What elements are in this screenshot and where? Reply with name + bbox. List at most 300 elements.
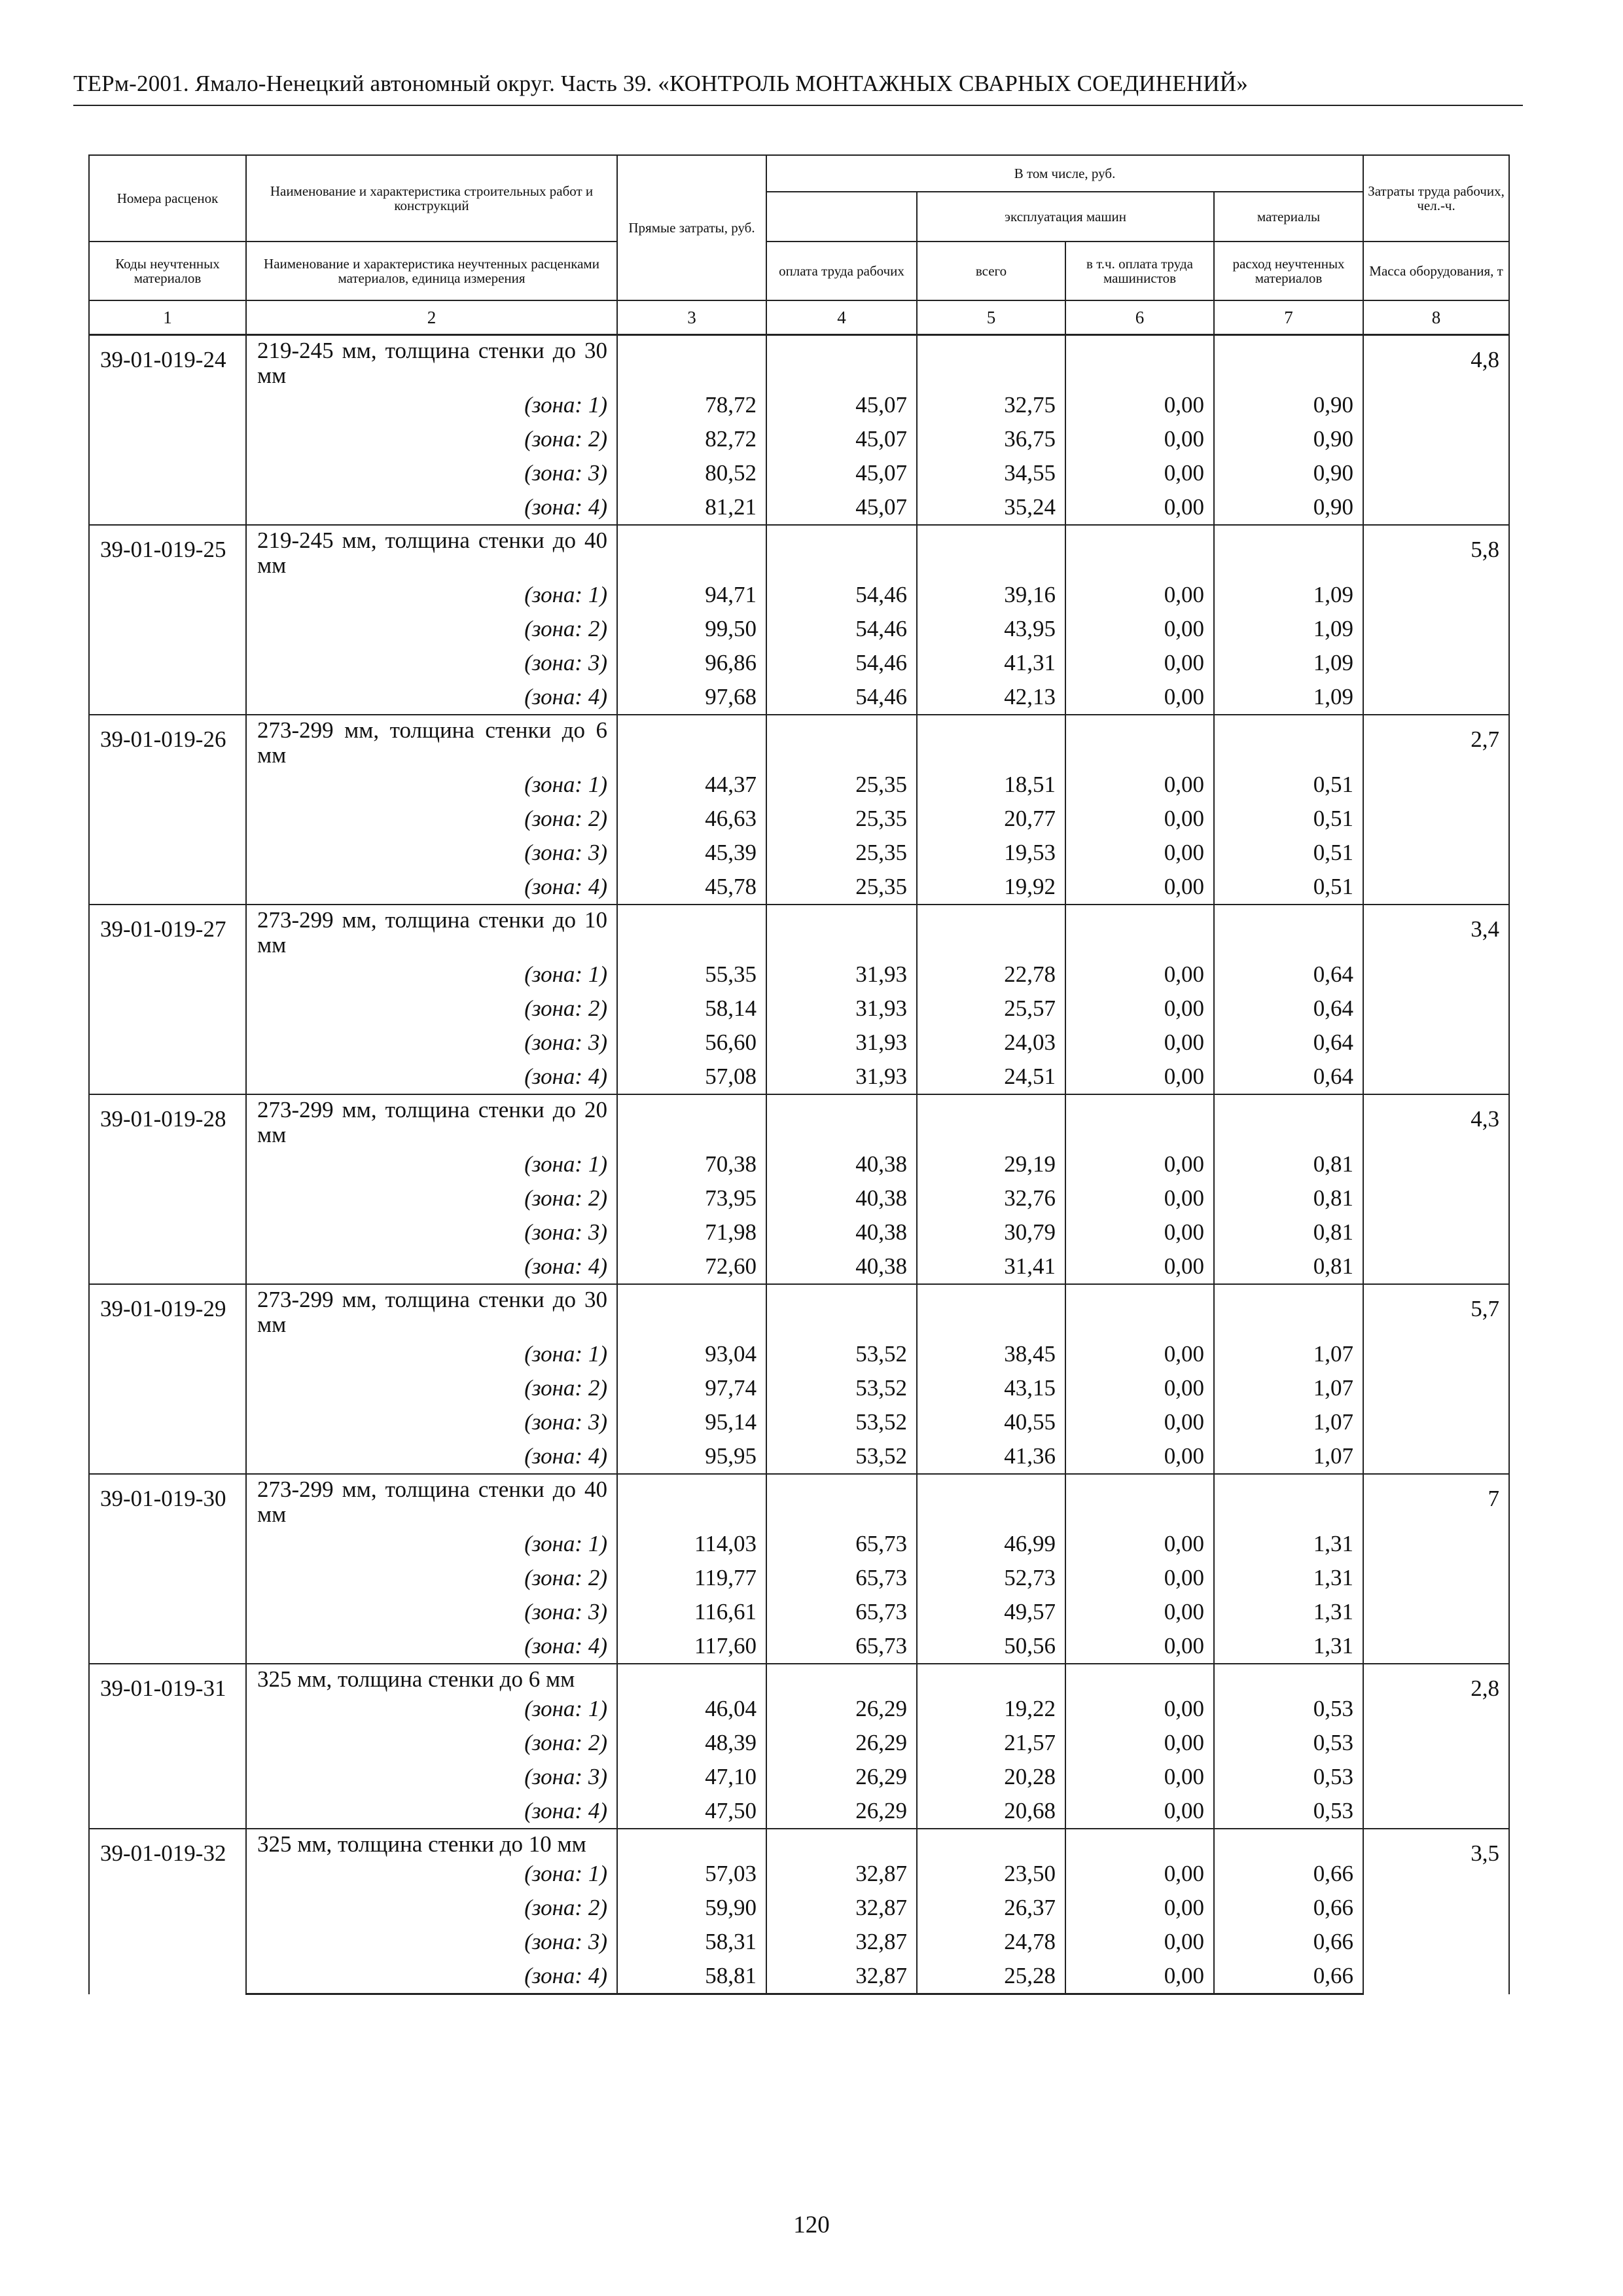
materials-value: 0,64 <box>1214 1060 1363 1094</box>
equipment-mass: 2,8 <box>1363 1664 1509 1829</box>
empty-cell <box>1214 1474 1363 1527</box>
direct-costs-value: 114,03 <box>617 1527 766 1561</box>
direct-costs-value: 47,10 <box>617 1760 766 1794</box>
empty-cell <box>917 715 1065 768</box>
direct-costs-value: 99,50 <box>617 612 766 646</box>
work-description: 273-299 мм, толщина стенки до 40 мм <box>246 1474 617 1527</box>
operators-wages-value: 0,00 <box>1065 836 1214 870</box>
empty-cell <box>766 1094 917 1147</box>
materials-value: 0,81 <box>1214 1181 1363 1215</box>
operators-wages-value: 0,00 <box>1065 1891 1214 1925</box>
operators-wages-value: 0,00 <box>1065 490 1214 525</box>
wages-value: 25,35 <box>766 802 917 836</box>
header-labor: Затраты труда рабочих, чел.-ч. <box>1363 155 1509 242</box>
header-incl: В том числе, руб. <box>766 155 1363 192</box>
wages-value: 45,07 <box>766 490 917 525</box>
table-row <box>89 422 1509 456</box>
table-row <box>89 1249 1509 1284</box>
empty-cell <box>617 1829 766 1857</box>
wages-value: 53,52 <box>766 1371 917 1405</box>
direct-costs-value: 57,08 <box>617 1060 766 1094</box>
machines-value: 39,16 <box>917 578 1065 612</box>
materials-value: 0,53 <box>1214 1726 1363 1760</box>
operators-wages-value: 0,00 <box>1065 1527 1214 1561</box>
machines-value: 41,36 <box>917 1439 1065 1474</box>
header-materials: материалы <box>1214 192 1363 242</box>
operators-wages-value: 0,00 <box>1065 1959 1214 1994</box>
operators-wages-value: 0,00 <box>1065 992 1214 1026</box>
zone-label: (зона: 2) <box>246 1726 617 1760</box>
machines-value: 42,13 <box>917 680 1065 715</box>
materials-value: 1,07 <box>1214 1371 1363 1405</box>
rate-group <box>89 1284 1509 1474</box>
wages-value: 40,38 <box>766 1249 917 1284</box>
empty-cell <box>1214 525 1363 578</box>
empty-cell <box>1214 1664 1363 1692</box>
machines-value: 20,28 <box>917 1760 1065 1794</box>
machines-value: 32,75 <box>917 388 1065 422</box>
column-number: 4 <box>766 300 917 335</box>
wages-value: 32,87 <box>766 1857 917 1891</box>
rate-code: 39-01-019-27 <box>89 905 246 1094</box>
machines-value: 19,22 <box>917 1692 1065 1726</box>
column-number: 6 <box>1065 300 1214 335</box>
table-row <box>89 1891 1509 1925</box>
empty-cell <box>1065 1284 1214 1337</box>
rate-code: 39-01-019-29 <box>89 1284 246 1474</box>
empty-cell <box>917 1829 1065 1857</box>
empty-cell <box>1214 1284 1363 1337</box>
machines-value: 49,57 <box>917 1595 1065 1629</box>
machines-value: 24,51 <box>917 1060 1065 1094</box>
zone-label: (зона: 1) <box>246 1527 617 1561</box>
operators-wages-value: 0,00 <box>1065 1060 1214 1094</box>
machines-value: 18,51 <box>917 768 1065 802</box>
operators-wages-value: 0,00 <box>1065 1726 1214 1760</box>
equipment-mass: 3,4 <box>1363 905 1509 1094</box>
operators-wages-value: 0,00 <box>1065 456 1214 490</box>
zone-label: (зона: 1) <box>246 1337 617 1371</box>
empty-cell <box>617 905 766 958</box>
operators-wages-value: 0,00 <box>1065 1439 1214 1474</box>
wages-value: 65,73 <box>766 1629 917 1664</box>
zone-label: (зона: 4) <box>246 870 617 905</box>
zone-label: (зона: 3) <box>246 646 617 680</box>
wages-value: 26,29 <box>766 1692 917 1726</box>
operators-wages-value: 0,00 <box>1065 1405 1214 1439</box>
table-row <box>89 836 1509 870</box>
machines-value: 20,77 <box>917 802 1065 836</box>
wages-value: 31,93 <box>766 1026 917 1060</box>
page-number: 120 <box>793 2212 830 2238</box>
rate-group <box>89 1474 1509 1664</box>
wages-value: 31,93 <box>766 992 917 1026</box>
empty-cell <box>617 715 766 768</box>
header-empty <box>766 192 917 242</box>
empty-cell <box>1065 335 1214 389</box>
machines-value: 19,53 <box>917 836 1065 870</box>
operators-wages-value: 0,00 <box>1065 646 1214 680</box>
direct-costs-value: 96,86 <box>617 646 766 680</box>
operators-wages-value: 0,00 <box>1065 1561 1214 1595</box>
materials-value: 1,31 <box>1214 1629 1363 1664</box>
materials-value: 1,09 <box>1214 578 1363 612</box>
wages-value: 65,73 <box>766 1527 917 1561</box>
operators-wages-value: 0,00 <box>1065 578 1214 612</box>
header-wages: оплата труда рабочих <box>766 242 917 300</box>
materials-value: 0,53 <box>1214 1794 1363 1829</box>
operators-wages-value: 0,00 <box>1065 958 1214 992</box>
zone-label: (зона: 3) <box>246 456 617 490</box>
wages-value: 65,73 <box>766 1595 917 1629</box>
direct-costs-value: 58,81 <box>617 1959 766 1994</box>
materials-value: 0,51 <box>1214 768 1363 802</box>
wages-value: 54,46 <box>766 578 917 612</box>
rate-code: 39-01-019-32 <box>89 1829 246 1994</box>
table-row <box>89 335 1509 389</box>
table-row <box>89 1284 1509 1337</box>
wages-value: 40,38 <box>766 1215 917 1249</box>
zone-label: (зона: 3) <box>246 836 617 870</box>
materials-value: 1,09 <box>1214 612 1363 646</box>
direct-costs-value: 97,74 <box>617 1371 766 1405</box>
rate-group <box>89 905 1509 1094</box>
rate-group <box>89 335 1509 526</box>
table-row <box>89 578 1509 612</box>
table-row <box>89 1760 1509 1794</box>
table-row <box>89 1925 1509 1959</box>
zone-label: (зона: 4) <box>246 1959 617 1994</box>
zone-label: (зона: 2) <box>246 1891 617 1925</box>
zone-label: (зона: 2) <box>246 1561 617 1595</box>
operators-wages-value: 0,00 <box>1065 1925 1214 1959</box>
operators-wages-value: 0,00 <box>1065 802 1214 836</box>
zone-label: (зона: 3) <box>246 1215 617 1249</box>
header-machines: эксплуатация машин <box>917 192 1214 242</box>
table-row <box>89 1215 1509 1249</box>
equipment-mass: 5,7 <box>1363 1284 1509 1474</box>
empty-cell <box>917 1284 1065 1337</box>
materials-value: 0,90 <box>1214 388 1363 422</box>
table-row <box>89 1629 1509 1664</box>
operators-wages-value: 0,00 <box>1065 1147 1214 1181</box>
direct-costs-value: 44,37 <box>617 768 766 802</box>
table-row <box>89 646 1509 680</box>
direct-costs-value: 95,95 <box>617 1439 766 1474</box>
rate-code: 39-01-019-24 <box>89 335 246 526</box>
empty-cell <box>917 1094 1065 1147</box>
table-row <box>89 490 1509 525</box>
zone-label: (зона: 2) <box>246 422 617 456</box>
column-number: 1 <box>89 300 246 335</box>
table-row <box>89 1439 1509 1474</box>
empty-cell <box>1065 1664 1214 1692</box>
direct-costs-value: 82,72 <box>617 422 766 456</box>
empty-cell <box>617 1094 766 1147</box>
wages-value: 54,46 <box>766 612 917 646</box>
empty-cell <box>917 1474 1065 1527</box>
wages-value: 54,46 <box>766 646 917 680</box>
wages-value: 32,87 <box>766 1925 917 1959</box>
operators-wages-value: 0,00 <box>1065 422 1214 456</box>
machines-value: 24,03 <box>917 1026 1065 1060</box>
empty-cell <box>1214 1094 1363 1147</box>
machines-value: 36,75 <box>917 422 1065 456</box>
materials-value: 0,90 <box>1214 490 1363 525</box>
direct-costs-value: 95,14 <box>617 1405 766 1439</box>
machines-value: 43,95 <box>917 612 1065 646</box>
materials-value: 0,51 <box>1214 870 1363 905</box>
direct-costs-value: 94,71 <box>617 578 766 612</box>
direct-costs-value: 47,50 <box>617 1794 766 1829</box>
direct-costs-value: 55,35 <box>617 958 766 992</box>
rate-group <box>89 1094 1509 1284</box>
materials-value: 0,90 <box>1214 456 1363 490</box>
materials-value: 1,31 <box>1214 1561 1363 1595</box>
empty-cell <box>1214 1829 1363 1857</box>
empty-cell <box>1214 335 1363 389</box>
operators-wages-value: 0,00 <box>1065 870 1214 905</box>
header-mat-names: Наименование и характеристика неучтенных расценками материалов, единица измерения <box>246 242 617 300</box>
header-incl-operators: в т.ч. оплата труда машинистов <box>1065 242 1214 300</box>
table-row <box>89 1474 1509 1527</box>
machines-value: 25,28 <box>917 1959 1065 1994</box>
operators-wages-value: 0,00 <box>1065 1215 1214 1249</box>
zone-label: (зона: 2) <box>246 1371 617 1405</box>
table-row <box>89 1595 1509 1629</box>
empty-cell <box>617 1474 766 1527</box>
title-rule <box>73 105 1523 106</box>
wages-value: 25,35 <box>766 870 917 905</box>
machines-value: 25,57 <box>917 992 1065 1026</box>
table-row <box>89 612 1509 646</box>
wages-value: 25,35 <box>766 768 917 802</box>
empty-cell <box>766 905 917 958</box>
empty-cell <box>617 1664 766 1692</box>
direct-costs-value: 73,95 <box>617 1181 766 1215</box>
table-row <box>89 715 1509 768</box>
empty-cell <box>917 335 1065 389</box>
zone-label: (зона: 4) <box>246 1249 617 1284</box>
operators-wages-value: 0,00 <box>1065 1760 1214 1794</box>
empty-cell <box>617 335 766 389</box>
table-row <box>89 1829 1509 1857</box>
document-title: ТЕРм-2001. Ямало-Ненецкий автономный округ. Часть 39. «КОНТРОЛЬ МОНТАЖНЫХ СВАРНЫХ СОЕДИНЕНИЙ» <box>73 71 1248 96</box>
zone-label: (зона: 1) <box>246 1692 617 1726</box>
work-description: 325 мм, толщина стенки до 6 мм <box>246 1664 617 1692</box>
materials-value: 0,51 <box>1214 802 1363 836</box>
empty-cell <box>1065 525 1214 578</box>
header-rates-no: Номера расценок <box>89 155 246 242</box>
zone-label: (зона: 1) <box>246 578 617 612</box>
wages-value: 26,29 <box>766 1760 917 1794</box>
rate-code: 39-01-019-26 <box>89 715 246 905</box>
rate-group <box>89 525 1509 715</box>
materials-value: 0,66 <box>1214 1891 1363 1925</box>
wages-value: 54,46 <box>766 680 917 715</box>
wages-value: 32,87 <box>766 1891 917 1925</box>
materials-value: 0,66 <box>1214 1925 1363 1959</box>
wages-value: 45,07 <box>766 388 917 422</box>
zone-label: (зона: 2) <box>246 1181 617 1215</box>
table-row <box>89 958 1509 992</box>
materials-value: 1,07 <box>1214 1405 1363 1439</box>
zone-label: (зона: 1) <box>246 388 617 422</box>
machines-value: 35,24 <box>917 490 1065 525</box>
direct-costs-value: 45,78 <box>617 870 766 905</box>
equipment-mass: 3,5 <box>1363 1829 1509 1994</box>
rate-code: 39-01-019-25 <box>89 525 246 715</box>
zone-label: (зона: 4) <box>246 490 617 525</box>
operators-wages-value: 0,00 <box>1065 1794 1214 1829</box>
equipment-mass: 7 <box>1363 1474 1509 1664</box>
zone-label: (зона: 2) <box>246 992 617 1026</box>
direct-costs-value: 119,77 <box>617 1561 766 1595</box>
table-row <box>89 1094 1509 1147</box>
materials-value: 1,31 <box>1214 1527 1363 1561</box>
table-row <box>89 905 1509 958</box>
machines-value: 19,92 <box>917 870 1065 905</box>
materials-value: 0,90 <box>1214 422 1363 456</box>
table-row <box>89 1026 1509 1060</box>
machines-value: 43,15 <box>917 1371 1065 1405</box>
machines-value: 40,55 <box>917 1405 1065 1439</box>
machines-value: 46,99 <box>917 1527 1065 1561</box>
empty-cell <box>766 1474 917 1527</box>
machines-value: 31,41 <box>917 1249 1065 1284</box>
table-row <box>89 456 1509 490</box>
header-direct-costs: Прямые затраты, руб. <box>617 155 766 300</box>
wages-value: 32,87 <box>766 1959 917 1994</box>
zone-label: (зона: 4) <box>246 1629 617 1664</box>
equipment-mass: 4,8 <box>1363 335 1509 526</box>
empty-cell <box>617 525 766 578</box>
zone-label: (зона: 4) <box>246 680 617 715</box>
operators-wages-value: 0,00 <box>1065 1371 1214 1405</box>
rate-code: 39-01-019-30 <box>89 1474 246 1664</box>
direct-costs-value: 46,04 <box>617 1692 766 1726</box>
operators-wages-value: 0,00 <box>1065 612 1214 646</box>
operators-wages-value: 0,00 <box>1065 1857 1214 1891</box>
materials-value: 0,81 <box>1214 1147 1363 1181</box>
zone-label: (зона: 1) <box>246 958 617 992</box>
materials-value: 1,07 <box>1214 1439 1363 1474</box>
work-description: 325 мм, толщина стенки до 10 мм <box>246 1829 617 1857</box>
operators-wages-value: 0,00 <box>1065 1026 1214 1060</box>
table-row <box>89 1794 1509 1829</box>
direct-costs-value: 48,39 <box>617 1726 766 1760</box>
column-number: 2 <box>246 300 617 335</box>
table-row <box>89 1337 1509 1371</box>
table-row <box>89 1147 1509 1181</box>
direct-costs-value: 58,31 <box>617 1925 766 1959</box>
table-row <box>89 1692 1509 1726</box>
materials-value: 1,09 <box>1214 680 1363 715</box>
rate-code: 39-01-019-31 <box>89 1664 246 1829</box>
wages-value: 31,93 <box>766 958 917 992</box>
operators-wages-value: 0,00 <box>1065 680 1214 715</box>
table-row <box>89 870 1509 905</box>
machines-value: 50,56 <box>917 1629 1065 1664</box>
zone-label: (зона: 1) <box>246 1857 617 1891</box>
zone-label: (зона: 4) <box>246 1439 617 1474</box>
direct-costs-value: 97,68 <box>617 680 766 715</box>
wages-value: 53,52 <box>766 1405 917 1439</box>
table-row <box>89 1664 1509 1692</box>
direct-costs-value: 78,72 <box>617 388 766 422</box>
empty-cell <box>1214 715 1363 768</box>
column-number: 5 <box>917 300 1065 335</box>
operators-wages-value: 0,00 <box>1065 1692 1214 1726</box>
empty-cell <box>617 1284 766 1337</box>
operators-wages-value: 0,00 <box>1065 1595 1214 1629</box>
table-row <box>89 1060 1509 1094</box>
wages-value: 40,38 <box>766 1147 917 1181</box>
work-description: 273-299 мм, толщина стенки до 6 мм <box>246 715 617 768</box>
header-work-name: Наименование и характеристика строительных работ и конструкций <box>246 155 617 242</box>
zone-label: (зона: 2) <box>246 612 617 646</box>
wages-value: 53,52 <box>766 1439 917 1474</box>
table-row <box>89 1181 1509 1215</box>
wages-value: 53,52 <box>766 1337 917 1371</box>
direct-costs-value: 59,90 <box>617 1891 766 1925</box>
column-number: 3 <box>617 300 766 335</box>
direct-costs-value: 45,39 <box>617 836 766 870</box>
materials-value: 0,81 <box>1214 1215 1363 1249</box>
operators-wages-value: 0,00 <box>1065 1249 1214 1284</box>
empty-cell <box>766 1664 917 1692</box>
direct-costs-value: 56,60 <box>617 1026 766 1060</box>
table-row <box>89 992 1509 1026</box>
empty-cell <box>917 1664 1065 1692</box>
materials-value: 0,53 <box>1214 1692 1363 1726</box>
operators-wages-value: 0,00 <box>1065 768 1214 802</box>
direct-costs-value: 117,60 <box>617 1629 766 1664</box>
machines-value: 20,68 <box>917 1794 1065 1829</box>
zone-label: (зона: 4) <box>246 1794 617 1829</box>
work-description: 273-299 мм, толщина стенки до 10 мм <box>246 905 617 958</box>
empty-cell <box>766 525 917 578</box>
equipment-mass: 5,8 <box>1363 525 1509 715</box>
machines-value: 24,78 <box>917 1925 1065 1959</box>
machines-value: 41,31 <box>917 646 1065 680</box>
work-description: 219-245 мм, толщина стенки до 40 мм <box>246 525 617 578</box>
direct-costs-value: 46,63 <box>617 802 766 836</box>
zone-label: (зона: 3) <box>246 1595 617 1629</box>
direct-costs-value: 58,14 <box>617 992 766 1026</box>
empty-cell <box>1065 715 1214 768</box>
wages-value: 26,29 <box>766 1794 917 1829</box>
machines-value: 30,79 <box>917 1215 1065 1249</box>
table-row <box>89 768 1509 802</box>
machines-value: 26,37 <box>917 1891 1065 1925</box>
header-mat-codes: Коды неучтенных материалов <box>89 242 246 300</box>
machines-value: 22,78 <box>917 958 1065 992</box>
rate-code: 39-01-019-28 <box>89 1094 246 1284</box>
header-unaccounted: расход неучтенных материалов <box>1214 242 1363 300</box>
work-description: 273-299 мм, толщина стенки до 20 мм <box>246 1094 617 1147</box>
direct-costs-value: 57,03 <box>617 1857 766 1891</box>
work-description: 219-245 мм, толщина стенки до 30 мм <box>246 335 617 389</box>
materials-value: 0,64 <box>1214 1026 1363 1060</box>
zone-label: (зона: 3) <box>246 1760 617 1794</box>
empty-cell <box>766 1284 917 1337</box>
rate-group <box>89 1664 1509 1829</box>
header-equip-mass: Масса оборудования, т <box>1363 242 1509 300</box>
direct-costs-value: 81,21 <box>617 490 766 525</box>
materials-value: 1,07 <box>1214 1337 1363 1371</box>
empty-cell <box>1065 905 1214 958</box>
